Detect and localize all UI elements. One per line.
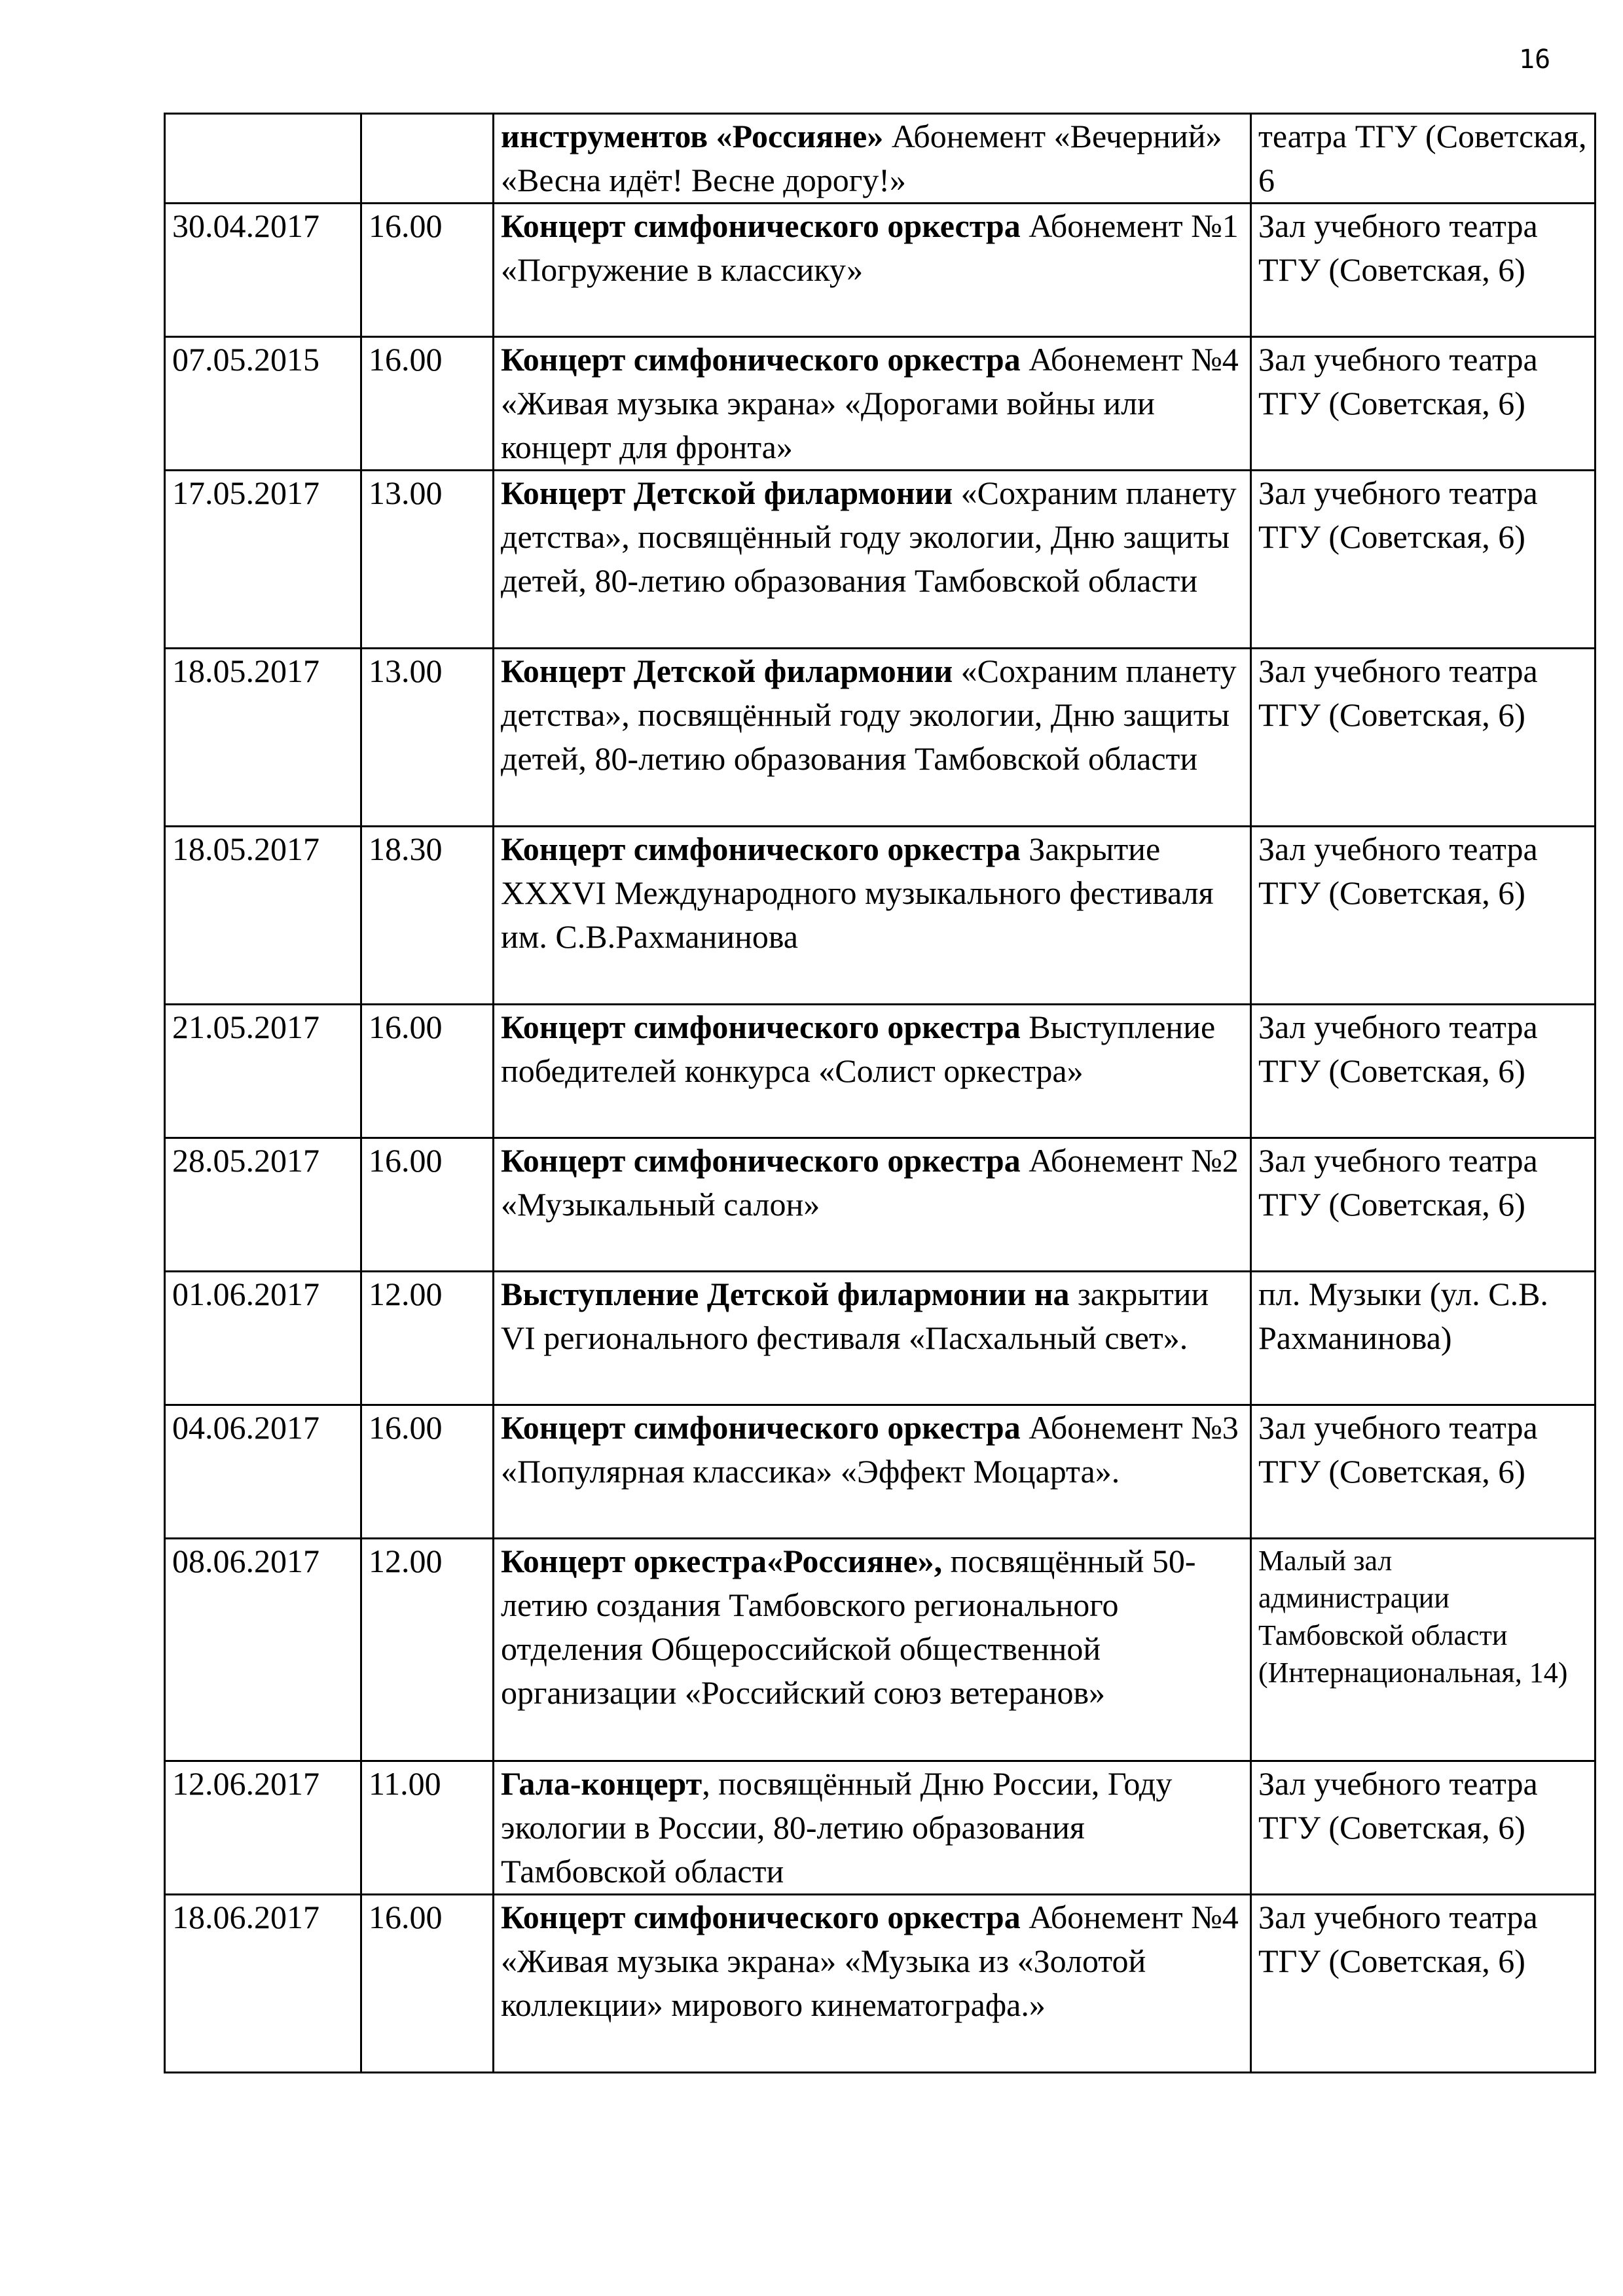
event-details: Абонемент №4 «Живая музыка экрана» «Музыка из «Золотой коллекции» мирового кинематографа.» (501, 1899, 1239, 2023)
venue-cell: Зал учебного театра ТГУ (Советская, 6) (1251, 1005, 1596, 1138)
event-title: Концерт Детской филармонии (501, 653, 953, 689)
event-title: Концерт симфонического оркестра (501, 831, 1021, 867)
time-cell (361, 114, 494, 204)
event-cell (494, 204, 1251, 337)
time-cell: 16.00 (361, 1138, 494, 1272)
date-cell: 01.06.2017 (165, 1272, 361, 1405)
event-cell (494, 1539, 1251, 1761)
event-title: Выступление Детской филармонии на (501, 1276, 1070, 1312)
date-cell: 21.05.2017 (165, 1005, 361, 1138)
event-title: Концерт симфонического оркестра (501, 1409, 1021, 1446)
event-title: Концерт симфонического оркестра (501, 207, 1021, 244)
date-cell: 07.05.2015 (165, 337, 361, 471)
table-row (165, 114, 1596, 204)
page-number: 16 (1519, 45, 1551, 75)
date-cell: 04.06.2017 (165, 1405, 361, 1539)
event-title: инструментов «Россияне» (501, 118, 884, 154)
event-cell (494, 1405, 1251, 1539)
event-cell (494, 337, 1251, 471)
venue-cell (1251, 1539, 1596, 1761)
venue-cell: Зал учебного театра ТГУ (Советская, 6) (1251, 1761, 1596, 1895)
venue-cell: Зал учебного театра ТГУ (Советская, 6) (1251, 1405, 1596, 1539)
date-cell: 18.06.2017 (165, 1895, 361, 2073)
table-row (165, 649, 1596, 827)
venue-text: Малый зал администрации Тамбовской области (Интернациональная, 14) (1258, 1545, 1568, 1689)
time-cell: 13.00 (361, 649, 494, 827)
table-row (165, 1539, 1596, 1761)
event-cell (494, 1138, 1251, 1272)
event-details: Абонемент «Вечерний» «Весна идёт! Весне дорогу!» (501, 118, 1222, 198)
event-details: Закрытие XXXVI Международного музыкального фестиваля им. С.В.Рахманинова (501, 831, 1214, 955)
date-cell: 12.06.2017 (165, 1761, 361, 1895)
time-cell: 13.00 (361, 471, 494, 649)
event-title: Концерт оркестра«Россияне», (501, 1543, 943, 1579)
venue-cell: театра ТГУ (Советская, 6 (1251, 114, 1596, 204)
event-details: Абонемент №2 «Музыкальный салон» (501, 1142, 1239, 1223)
event-title: Концерт симфонического оркестра (501, 1142, 1021, 1179)
event-cell (494, 649, 1251, 827)
event-title: Концерт симфонического оркестра (501, 341, 1021, 378)
table-row (165, 1761, 1596, 1895)
event-title: Концерт симфонического оркестра (501, 1009, 1021, 1045)
event-details: Абонемент №4 «Живая музыка экрана» «Дорогами войны или концерт для фронта» (501, 341, 1239, 465)
event-details: посвящённый 50-летию создания Тамбовского регионального отделения Общероссийской общественной организации «Российский союз ветеранов» (501, 1543, 1196, 1711)
table-row (165, 827, 1596, 1005)
time-cell: 16.00 (361, 1895, 494, 2073)
table-row (165, 1138, 1596, 1272)
event-details: «Сохраним планету детства», посвящённый году экологии, Дню защиты детей, 80-летию образования Тамбовской области (501, 475, 1237, 599)
time-cell: 12.00 (361, 1539, 494, 1761)
table-row (165, 337, 1596, 471)
event-cell (494, 1895, 1251, 2073)
event-cell (494, 1272, 1251, 1405)
event-details: Абонемент №1 «Погружение в классику» (501, 207, 1239, 288)
venue-cell: Зал учебного театра ТГУ (Советская, 6) (1251, 1138, 1596, 1272)
time-cell: 16.00 (361, 204, 494, 337)
event-cell (494, 827, 1251, 1005)
time-cell: 12.00 (361, 1272, 494, 1405)
venue-cell: пл. Музыки (ул. С.В. Рахманинова) (1251, 1272, 1596, 1405)
event-details: «Сохраним планету детства», посвящённый году экологии, Дню защиты детей, 80-летию образования Тамбовской области (501, 653, 1237, 777)
event-title: Гала-концерт (501, 1765, 702, 1802)
venue-cell: Зал учебного театра ТГУ (Советская, 6) (1251, 649, 1596, 827)
venue-cell: Зал учебного театра ТГУ (Советская, 6) (1251, 204, 1596, 337)
time-cell: 16.00 (361, 1005, 494, 1138)
time-cell: 16.00 (361, 1405, 494, 1539)
date-cell: 30.04.2017 (165, 204, 361, 337)
event-details: Выступление победителей конкурса «Солист оркестра» (501, 1009, 1216, 1089)
date-cell: 08.06.2017 (165, 1539, 361, 1761)
date-cell: 18.05.2017 (165, 827, 361, 1005)
event-details: Абонемент №3 «Популярная классика» «Эффект Моцарта». (501, 1409, 1239, 1490)
date-cell (165, 114, 361, 204)
event-cell (494, 114, 1251, 204)
events-table (164, 113, 1596, 2073)
event-title: Концерт Детской филармонии (501, 475, 953, 511)
time-cell: 11.00 (361, 1761, 494, 1895)
venue-cell: Зал учебного театра ТГУ (Советская, 6) (1251, 337, 1596, 471)
event-title: Концерт симфонического оркестра (501, 1899, 1021, 1935)
venue-cell: Зал учебного театра ТГУ (Советская, 6) (1251, 827, 1596, 1005)
venue-cell: Зал учебного театра ТГУ (Советская, 6) (1251, 471, 1596, 649)
event-details: , посвящённый Дню России, Году экологии в России, 80-летию образования Тамбовской области (501, 1765, 1173, 1890)
event-cell (494, 1005, 1251, 1138)
venue-cell: Зал учебного театра ТГУ (Советская, 6) (1251, 1895, 1596, 2073)
event-cell (494, 1761, 1251, 1895)
date-cell: 18.05.2017 (165, 649, 361, 827)
table-row (165, 204, 1596, 337)
table-row (165, 1405, 1596, 1539)
event-details: закрытии VI регионального фестиваля «Пасхальный свет». (501, 1276, 1209, 1356)
table-row (165, 471, 1596, 649)
time-cell: 16.00 (361, 337, 494, 471)
date-cell: 28.05.2017 (165, 1138, 361, 1272)
event-cell (494, 471, 1251, 649)
date-cell: 17.05.2017 (165, 471, 361, 649)
table-row (165, 1272, 1596, 1405)
time-cell: 18.30 (361, 827, 494, 1005)
table-row (165, 1895, 1596, 2073)
table-row (165, 1005, 1596, 1138)
